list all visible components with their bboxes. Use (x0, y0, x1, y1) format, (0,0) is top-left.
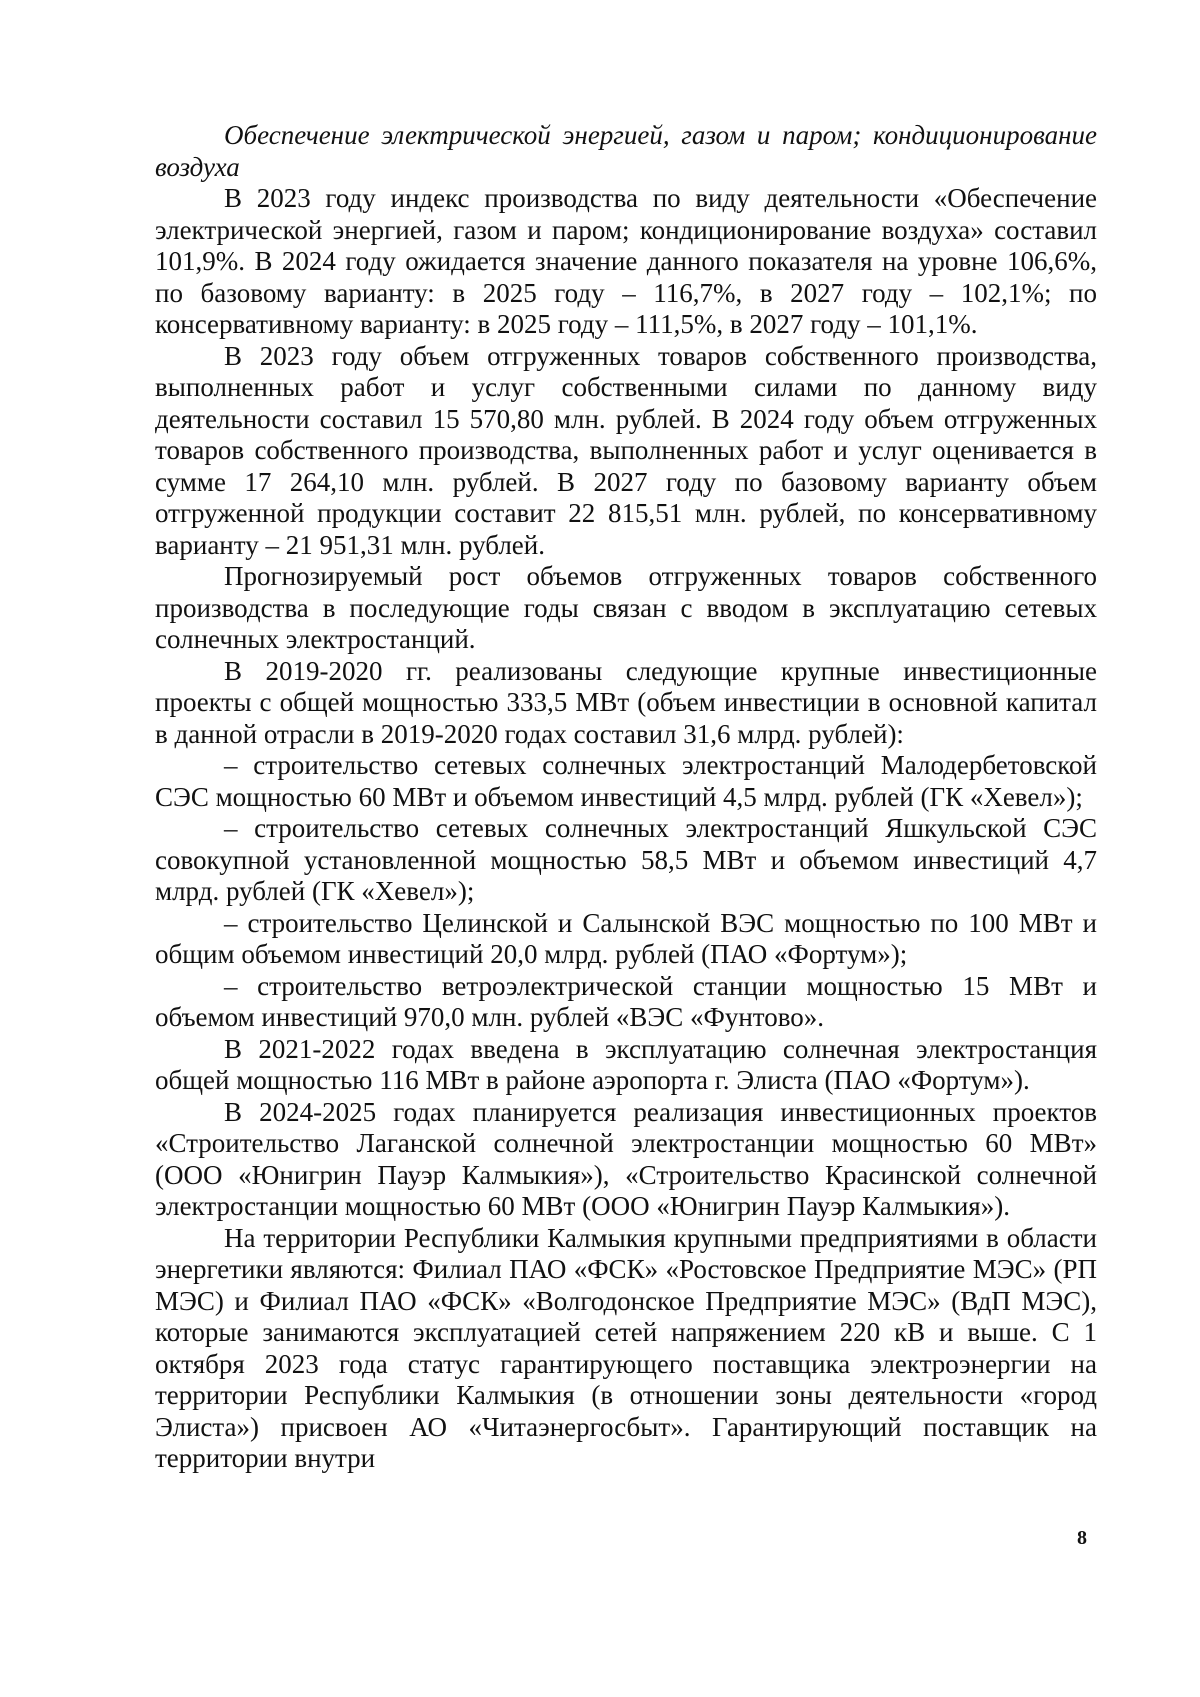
page-number: 8 (1077, 1527, 1087, 1549)
document-body (155, 120, 1097, 1475)
list-item-funtovo-ves: – строительство ветроэлектрической станции мощностью 15 МВт и объемом инвестиций 970,0 млн. рублей «ВЭС «Фунтово». (155, 970, 1097, 1032)
paragraph-investment-projects: В 2019-2020 гг. реализованы следующие крупные инвестиционные проекты с общей мощностью 333,5 МВт (объем инвестиции в основной капитал в данной отрасли в 2019-2020 годах составил 31,6 млрд. рублей): (155, 655, 1097, 749)
paragraph-planned-projects: В 2024-2025 годах планируется реализация инвестиционных проектов «Строительство Лаганской солнечной электростанции мощностью 60 МВт» (ООО «Юнигрин Пауэр Калмыкия»), «Строительство Красинской солнечной электростанции мощностью 60 МВт (ООО «Юнигрин Пауэр Калмыкия»). (155, 1096, 1097, 1221)
list-item-malyye-derbety-ses: – строительство сетевых солнечных электростанций Малодербетовской СЭС мощностью 60 МВт и объемом инвестиций 4,5 млрд. рублей (ГК «Хевел»); (155, 750, 1097, 812)
paragraph-energy-enterprises: На территории Республики Калмыкия крупными предприятиями в области энергетики являются: Филиал ПАО «ФСК» «Ростовское Предприятие МЭС» (РП МЭС) и Филиал ПАО «ФСК» «Волгодонское Предприятие МЭС» (ВдП МЭС), которые занимаются эксплуатацией сетей напряжением 220 кВ и выше. С 1 октября 2023 года статус гарантирующего поставщика электроэнергии на территории Республики Калмыкия (в отношении зоны деятельности «город Элиста») присвоен АО «Читаэнергосбыт». Гарантирующий поставщик на территории внутри (155, 1222, 1097, 1473)
section-heading: Обеспечение электрической энергией, газом и паром; кондиционирование воздуха (155, 120, 1097, 182)
paragraph-elista-solar-plant: В 2021-2022 годах введена в эксплуатацию солнечная электростанция общей мощностью 116 МВт в районе аэропорта г. Элиста (ПАО «Фортум»). (155, 1033, 1097, 1095)
list-item-yashkul-ses: – строительство сетевых солнечных электростанций Яшкульской СЭС совокупной установленной мощностью 58,5 МВт и объемом инвестиций 4,7 млрд. рублей (ГК «Хевел»); (155, 813, 1097, 906)
paragraph-growth-forecast: Прогнозируемый рост объемов отгруженных товаров собственного производства в последующие годы связан с вводом в эксплуатацию сетевых солнечных электростанций. (155, 561, 1097, 654)
list-item-tselinnaya-salyn-ves: – строительство Целинской и Салынской ВЭС мощностью по 100 МВт и общим объемом инвестиций 20,0 млрд. рублей (ПАО «Фортум»); (155, 907, 1097, 969)
paragraph-shipment-volume: В 2023 году объем отгруженных товаров собственного производства, выполненных работ и услуг собственными силами по данному виду деятельности составил 15 570,80 млн. рублей. В 2024 году объем отгруженных товаров собственного производства, выполненных работ и услуг оценивается в сумме 17 264,10 млн. рублей. В 2027 году по базовому варианту объем отгруженной продукции составит 22 815,51 млн. рублей, по консервативному варианту – 21 951,31 млн. рублей. (155, 340, 1097, 560)
paragraph-production-index: В 2023 году индекс производства по виду деятельности «Обеспечение электрической энергией, газом и паром; кондиционирование воздуха» составил 101,9%. В 2024 году ожидается значение данного показателя на уровне 106,6%, по базовому варианту: в 2025 году – 116,7%, в 2027 году – 102,1%; по консервативному варианту: в 2025 году – 111,5%, в 2027 году – 101,1%. (155, 183, 1097, 339)
